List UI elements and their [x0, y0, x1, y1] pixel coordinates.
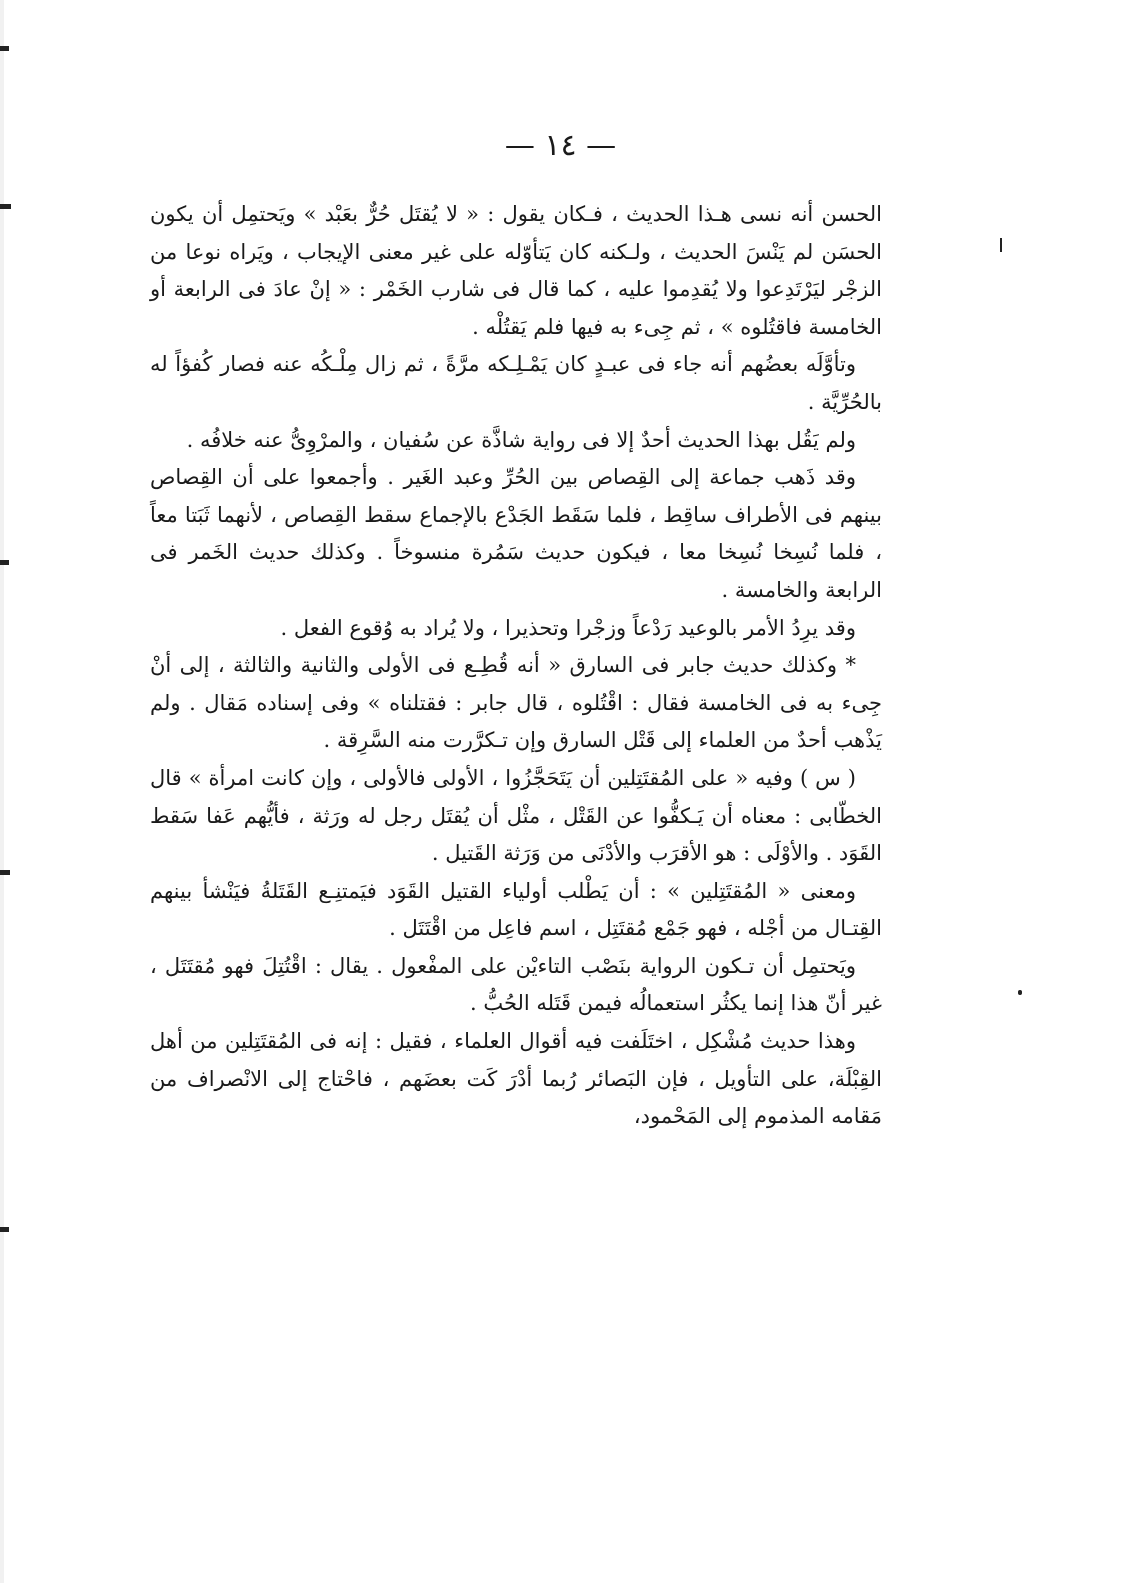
margin-mark [0, 870, 10, 875]
paragraph: وقد يرِدُ الأمر بالوعيد رَدْعاً وزجْرا وتحذيرا ، ولا يُراد به وُقوع الفعل . [280, 615, 856, 640]
margin-mark [0, 46, 9, 51]
scan-edge [0, 0, 4, 1583]
paragraph: ولم يَقُل بهذا الحديث أحدٌ إلا فى رواية شاذَّة عن سُفيان ، والمرْوِىُّ عنه خلافُه . [186, 427, 856, 452]
paragraph: ويَحتمِل أن تـكون الرواية بنَصْب التاءيْن على المفْعول . يقال : اقْتُتِلَ فهو مُقتَتَل ، غير أنّ هذا إنما يكثُر استعمالُه فيمن قَتَله الحُبُّ . [150, 953, 882, 1016]
margin-mark [1018, 990, 1022, 995]
page-number: — ١٤ — [504, 128, 617, 163]
paragraph: * وكذلك حديث جابر فى السارق « أنه قُطِـع فى الأولى والثانية والثالثة ، إلى أنْ جِىء به فى الخامسة فقال : اقْتُلوه ، قال جابر : فقتلناه » وفى إسناده مَقال . ولم يَذْهب أحدٌ من العلماء إلى قَتْل السارق وإن تـكرَّرت منه السَّرِقة . [150, 653, 882, 753]
margin-mark [1000, 238, 1002, 252]
margin-mark [0, 1227, 9, 1232]
paragraph: وهذا حديث مُشْكِل ، اختَلَفت فيه أقوال العلماء ، فقيل : إنه فى المُقتَتِلين من أهل القِبْلَة، على التأويل ، فإن البَصائر رُبما أدْرَ كَت بعضَهم ، فاحْتاج إلى الانْصراف من مَقامه المذموم إلى المَحْمود، [150, 1029, 882, 1129]
paragraph: وتأوَّلَه بعضُهم أنه جاء فى عبـدٍ كان يَمْـلِـكه مرَّةً ، ثم زال مِلْـكُه عنه فصار كُفؤاً له بالحُرِّيَّة . [150, 352, 882, 414]
margin-mark [0, 560, 9, 565]
paragraph: ومعنى « المُقتَتِلين » : أن يَطْلب أولياء القتيل القَوَد فيَمتنِـع القَتَلةُ فيَنْشأ بينهم القِتـال من أجْله ، فهو جَمْع مُقتَتِل ، اسم فاعِل من اقْتَتَل . [150, 878, 882, 941]
margin-mark [0, 204, 11, 209]
paragraph: وقد ذَهب جماعة إلى القِصاص بين الحُرِّ وعبد الغَير . وأجمعوا على أن القِصاص بينهم فى الأطراف ساقِط ، فلما سَقَط الجَدْع بالإجماع سقط القِصاص ، لأنهما ثَبَتا معاً ، فلما نُسِخا نُسِخا معا ، فيكون حديث سَمُرة منسوخاً . وكذلك حديث الخَمر فى الرابعة والخامسة . [150, 465, 882, 602]
paragraph: الحسن أنه نسى هـذا الحديث ، فـكان يقول : « لا يُقتَل حُرٌّ بعَبْد » ويَحتمِل أن يكون الحسَن لم يَنْسَ الحديث ، ولـكنه كان يَتأوّله على غير معنى الإيجاب ، ويَراه نوعا من الزجْر ليَرْتَدِعوا ولا يُقدِموا عليه ، كما قال فى شارب الخَمْر : « إنْ عادَ فى الرابعة أو الخامسة فاقتُلوه » ، ثم جِىء به فيها فلم يَقتُلْه . [150, 202, 882, 339]
paragraph: ( س ) وفيه « على المُقتَتِلين أن يَتَحَجَّزُوا ، الأولى فالأولى ، وإن كانت امرأة » قال الخطّابى : معناه أن يَـكفُّوا عن القَتْل ، مثْل أن يُقتَل رجل له ورَثة ، فأيُّهم عَفا سَقط القَوَد . والأوْلَى : هو الأقرَب والأدْنَى من وَرَثة القَتيل . [150, 765, 882, 866]
page-body [150, 196, 882, 1136]
